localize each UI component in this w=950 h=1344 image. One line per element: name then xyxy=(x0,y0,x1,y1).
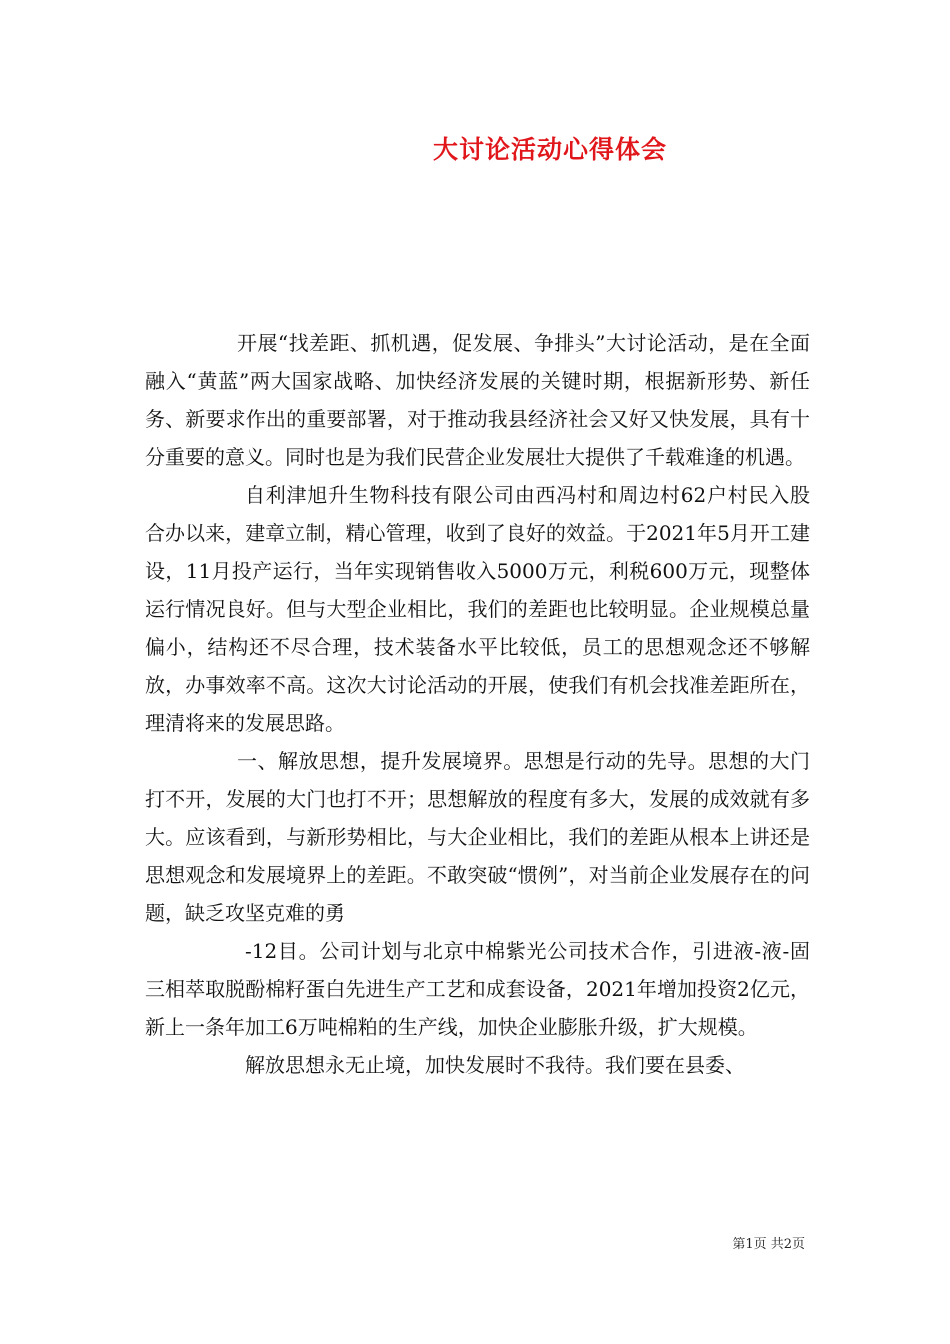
paragraph-closing: 解放思想永无止境，加快发展时不我待。我们要在县委、 xyxy=(245,1053,745,1077)
paragraph-intro: 开展“找差距、抓机遇，促发展、争排头”大讨论活动，是在全面融入“黄蓝”两大国家战略、加快经济发展的关键时期，根据新形势、新任务、新要求作出的重要部署，对于推动我县经济社会又好又快发展，具有十分重要的意义。同时也是为我们民营企业发展壮大提供了千载难逢的机遇。 xyxy=(145,331,810,469)
paragraph-company: 自利津旭升生物科技有限公司由西冯村和周边村62户村民入股合办以来，建章立制，精心管理，收到了良好的效益。于2021年5月开工建设，11月投产运行，当年实现销售收入5000万元，利税600万元，现整体运行情况良好。但与大型企业相比，我们的差距也比较明显。企业规模总量偏小，结构还不尽合理，技术装备水平比较低，员工的思想观念还不够解放，办事效率不高。这次大讨论活动的开展，使我们有机会找准差距所在，理清将来的发展思路。 xyxy=(145,483,810,735)
page-number: 第1页 共2页 xyxy=(732,1237,805,1252)
paragraph-plan: -12目。公司计划与北京中棉紫光公司技术合作，引进液-液-固三相萃取脱酚棉籽蛋白先进生产工艺和成套设备，2021年增加投资2亿元，新上一条年加工6万吨棉粕的生产线，加快企业膨胀升级，扩大规模。 xyxy=(145,939,810,1039)
document-body xyxy=(145,324,810,1084)
document-title: 大讨论活动心得体会 xyxy=(432,135,667,164)
paragraph-section-one: 一、解放思想，提升发展境界。思想是行动的先导。思想的大门打不开，发展的大门也打不开；思想解放的程度有多大，发展的成效就有多大。应该看到，与新形势相比，与大企业相比，我们的差距从根本上讲还是思想观念和发展境界上的差距。不敢突破“惯例”，对当前企业发展存在的问题，缺乏攻坚克难的勇 xyxy=(145,749,810,925)
